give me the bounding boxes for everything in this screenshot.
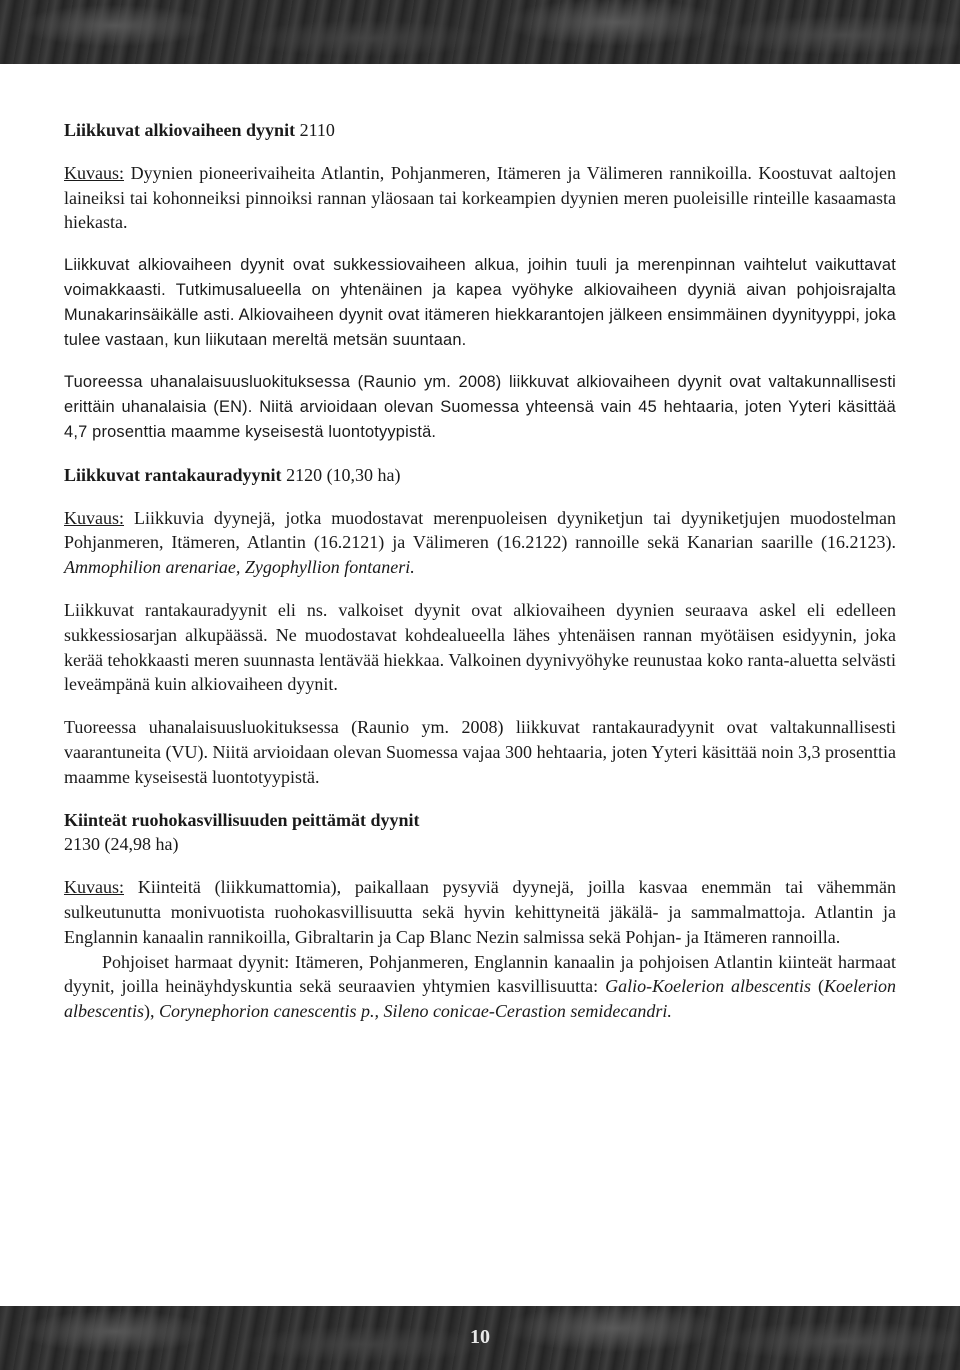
- species-name: Galio-Koelerion albescentis: [605, 976, 812, 997]
- description-text: Kiinteitä (liikkumattomia), paikallaan pysyviä dyynejä, joilla kasvaa enemmän tai vähemmän sulkeutunutta monivuotista ruohokasvillisuutta sekä hyvin kehittyneitä jäkälä- ja sammalmattoja. Atlantin ja Englannin kanaalin rannikoilla, Gibraltarin ja Cap Blanc Nezin salmissa sekä Pohjan- ja Itämeren rannoilla.: [64, 877, 896, 947]
- heading-title: Liikkuvat alkiovaiheen dyynit: [64, 120, 296, 140]
- body-paragraph: [64, 950, 896, 1024]
- page-number: 10: [470, 1326, 490, 1348]
- description-label: Kuvaus:: [64, 507, 124, 528]
- punctuation: (: [811, 976, 824, 997]
- page-content: [64, 118, 896, 1042]
- description-label: Kuvaus:: [64, 877, 124, 898]
- punctuation: ),: [143, 1001, 159, 1022]
- species-name: Koelerion albescentis: [64, 976, 896, 1022]
- section-heading-2110: [64, 118, 896, 143]
- description-text: Liikkuvia dyynejä, jotka muodostavat merenpuoleisen dyyniketjun tai dyyniketjujen muodostelman Pohjanmeren, Itämeren, Atlantin (16.2121) ja Välimeren (16.2122) rannoille sekä Kanarian saarille (16.2123).: [64, 507, 896, 553]
- description-label: Kuvaus:: [64, 162, 124, 183]
- heading-title: Kiinteät ruohokasvillisuuden peittämät dyynit: [64, 809, 420, 830]
- heading-code: 2120 (10,30 ha): [281, 464, 401, 485]
- description-paragraph: [64, 875, 896, 949]
- section-heading-2120: [64, 463, 896, 488]
- body-paragraph: Tuoreessa uhanalaisuusluokituksessa (Raunio ym. 2008) liikkuvat rantakauradyynit ovat valtakunnallisesti vaarantuneita (VU). Niitä arvioidaan olevan Suomessa vajaa 300 hehtaaria, joten Yyteri käsittää noin 3,3 prosenttia maamme kyseisestä luontotyypistä.: [64, 717, 896, 787]
- section-heading-2130: [64, 808, 896, 833]
- body-paragraph: Liikkuvat alkiovaiheen dyynit ovat sukkessiovaiheen alkua, joihin tuuli ja merenpinnan vaihtelut vaikuttavat voimakkaasti. Tutkimusalueella on yhtenäinen ja kapea vyöhyke alkiovaiheen dyyniä aivan pohjoisrajalta Munakarinsäikälle asti. Alkiovaiheen dyynit ovat itämeren hiekkarantojen jälkeen ensimmäinen dyynityyppi, joka tulee vastaan, kun liikutaan mereltä metsän suuntaan.: [64, 256, 896, 349]
- heading-title: Liikkuvat rantakauradyynit: [64, 464, 282, 485]
- body-paragraph: Liikkuvat rantakauradyynit eli ns. valkoiset dyynit ovat alkiovaiheen dyynien seuraava askel eli edelleen sukkessiosarjan alkupäässä. Ne muodostavat kohdealueella lähes yhtenäisen rannan myötäisen esidyynin, joka kerää tehokkaasti meren suunnasta lentävää hiekkaa. Valkoinen dyynivyöhyke reunustaa koko ranta-aluetta selvästi leveämpänä kuin alkiovaiheen dyynit.: [64, 599, 896, 695]
- description-text: Dyynien pioneerivaiheita Atlantin, Pohjanmeren, Itämeren ja Välimeren rannikoilla. Koostuvat aaltojen laineiksi tai kohonneiksi pinnoiksi rannan yläosaan tai korkeampien dyynien meren puoleisille rinteille kasaamasta hiekasta.: [64, 162, 896, 233]
- description-paragraph: [64, 506, 896, 580]
- description-paragraph: [64, 161, 896, 235]
- paragraph-text: Pohjoiset harmaat dyynit: Itämeren, Pohjanmeren, Englannin kanaalin ja pohjoisen Atlantin kiinteät harmaat dyynit, joilla heinäyhdyskuntia sekä seuraavien yhtymien kasvillisuutta:: [64, 951, 896, 997]
- body-paragraph: Tuoreessa uhanalaisuusluokituksessa (Raunio ym. 2008) liikkuvat alkiovaiheen dyynit ovat valtakunnallisesti erittäin uhanalaisia (EN). Niitä arvioidaan olevan Suomessa yhteensä vain 45 hehtaaria, joten Yyteri käsittää 4,7 prosenttia maamme kyseisestä luontotyypistä.: [64, 373, 896, 441]
- species-names: Ammophilion arenariae, Zygophyllion fontaneri.: [64, 557, 415, 578]
- species-name: Corynephorion canescentis p., Sileno conicae-Cerastion semidecandri.: [158, 1001, 672, 1022]
- heading-code: 2110: [295, 120, 335, 140]
- top-decorative-band: [0, 0, 960, 64]
- heading-code: 2130 (24,98 ha): [64, 834, 179, 855]
- heading-code-line: [64, 832, 896, 857]
